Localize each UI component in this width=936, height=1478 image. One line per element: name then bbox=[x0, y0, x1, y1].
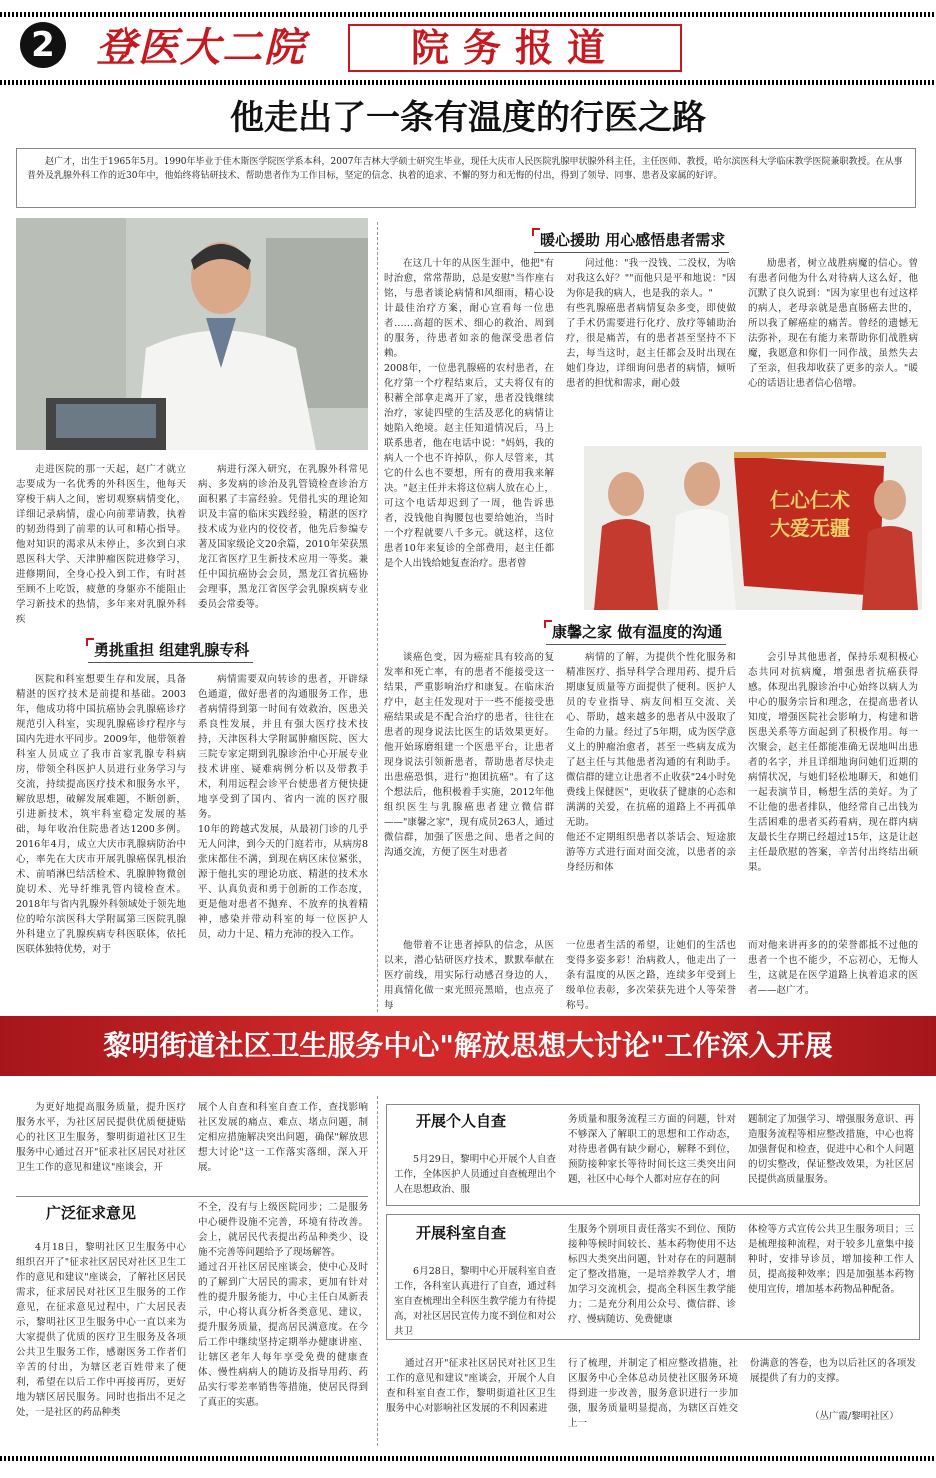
box3-column-2: 生服务个别项目责任落实不到位、预防接种等候时间较长、基本药物使用不达标四大类突出问题，针对存在的问题制定了整改措施，一是培养教学人才，增加学习交流机会，提高全科医生教学能力；二是充分利用公众号、微信群、诊疗、慢病随访、免费健康 bbox=[568, 1224, 736, 1325]
help-column-3: 励患者，树立战胜病魔的信心。曾有患者问他为什么对待病人这么好，他沉默了良久说到："因为家里也有过这样的病人，老母亲就是患直肠癌去世的，所以我了解癌症的痛苦。曾经的遗憾无法弥补，现在有能力来帮助你们战胜病魔，我愿意和你们一同作战，虽然失去了至亲，但我却收获了更多的亲人。"暖心的话语让患者信心倍增。 bbox=[748, 258, 918, 389]
doctor-portrait-photo bbox=[16, 218, 368, 450]
subhead-warm-help: 暖心援助 用心感悟患者需求 bbox=[534, 230, 729, 253]
bottom-stripe bbox=[0, 1456, 936, 1461]
a2-closing-column-1: 通过召开"征求社区居民对社区卫生工作的意见和建议"座谈会，开展个人自查和科室自查工作，黎明街道社区卫生服务中心对影响社区发展的不利因素进 bbox=[386, 1358, 556, 1414]
a2-closing-column-2: 行了梳理，并制定了相应整改措施，社区服务中心全体总动员使社区服务环境得到进一步改善，服务意识进行一步加强，服务质量明显提高，为辖区百姓交上一 bbox=[568, 1358, 738, 1429]
box1-title: 广泛征求意见 bbox=[46, 1204, 137, 1222]
intro-column-1: 走进医院的那一天起，赵广才就立志要成为一名优秀的外科医生，他每天穿梭于病人之间，密切观察病情变化，详细记录病情，虚心向前辈请教，执着的韧劲得到了前辈的认可和精心指导。他对知识的渴求从未停止，多次到白求恩医科大学、天津肿瘤医院进修学习，进修期间，全身心投入到工作，有时甚至顾不上吃饭，疲惫的身躯亦不能阻止学习新技术的热情，多年来对乳腺外科疾 bbox=[16, 464, 186, 625]
box2-title: 开展个人自查 bbox=[416, 1112, 507, 1130]
box1-column-1: 4月18日，黎明社区卫生服务中心组织召开了"征求社区居民对社区卫生工作的意见和建议"座谈会，了解社区居民需求，征求居民对社区卫生服务的工作意见，在征求意见过程中，广大居民表示，黎明社区卫生服务中心一直以来为大家提供了优质的医疗卫生服务及各项公共卫生服务工作，感谢医务工作者们辛苦的付出，为辖区老百姓带来了便利，希望在以后工作中再接再厉，更好地为辖区居民服务。同时也指出不足之处，一是社区的药品种类 bbox=[16, 1242, 186, 1418]
doctor-portrait-illustration bbox=[16, 218, 368, 450]
box2-column-1: 5月29日，黎明中心开展个人自查工作，全体医护人员通过自查梳理出个人在思想政治、服 bbox=[394, 1154, 556, 1195]
page-number: 2 bbox=[20, 22, 66, 68]
newspaper-logo: 登医大二院 bbox=[96, 24, 306, 71]
intro-column-2: 病进行深入研究，在乳腺外科常见病、多发病的诊治及乳管镜检查诊治方面积累了丰富经验。凭借扎实的理论知识及丰富的临床实践经验，精湛的医疗技术成为业内的佼佼者，他先后参编专著及国家级论文20余篇，2010年荣获黑龙江省医疗卫生新技术应用一等奖。兼任中国抗癌协会会员，黑龙江省抗癌协会理事，黑龙江省医学会乳腺疾病专业委员会常委等。 bbox=[198, 464, 368, 610]
specialty-column-2: 病情需要双向转诊的患者，开辟绿色通道，做好患者的沟通服务工作，患者病情得到第一时间有效救治，医患关系良性发展，并且有强大医疗技术技持，天津医科大学附属肿瘤医院、医大三院专家定期到乳腺诊治中心开展专业技术讲座、疑难病例分析以及带教手术，利用远程会诊平台使患者方便快捷地享受到了国内、省内一流的医疗服务。 10年的跨越式发展，从最初门诊的几乎无人问津，到今天的门庭若市，从病房8张床都住不满，到现在病区床位紧张，源于他扎实的理论功底、精湛的技术水平、认真负责和勇于创新的工作态度，更是他对患者不抛弃、不放弃的执着精神，感染并带动科室的每一位医护人员，动力十足、精力充沛的投入工作。 bbox=[198, 674, 368, 940]
column-divider-lower bbox=[377, 1096, 378, 1446]
help-column-1: 在这几十年的从医生涯中，他把"有时治愈，常常帮助，总是安慰"当作座右铭，与患者谈论病情和风细雨，精心设计最佳治疗方案，耐心宣看每一位患者……高超的医术、细心的救治、周到的服务，待患者如亲的他深受患者信赖。 2008年，一位患乳腺癌的农村患者，在化疗第一个疗程结束后，丈夫将仅有的积蓄全部拿走离开了家，患者没钱继续治疗，家徒四壁的生活及恶化的病情让她陷入绝境。赵主任知道情况后，马上联系患者，他在电话中说："妈妈，我的病人一个也不许掉队，你人尽管来，其它的什么也不要想，所有的费用我来解决。"赵主任并未将这位病人放在心上，可这个电话却迟到了一周，他告诉患者，没钱他自掏腰包也要给她治，当时一个疗程就要八千多元。就这样，这位患者10年来复诊的全部费用，赵主任都是个人出钱给她复查治疗。患者曾 bbox=[384, 258, 554, 569]
kangxin-column-3: 会引导其他患者，保持乐观积极心态共同对抗病魔，增强患者抗癌获得感。体现出乳腺诊治中心始终以病人为中心的服务宗旨和理念，在提高患者认知度，增强医院社会影响力，构建和谐医患关系等方面起到了积极作用。每一次聚会，赵主任都能准确无误地叫出患者的名字，并且详细地询问她们近期的病情状况，与她们轻松地聊天，和她们一起表演节目，畅想生活的美好。为了不让他的患者排队，他经常自己出钱为生活困难的患者买药看病，现在群内病友最长生存期已经超过15年，这是让赵主任最欣慰的答案，辛苦付出终结出硕果。 bbox=[748, 652, 918, 873]
article-lead: 赵广才，出生于1965年5月。1990年毕业于佳木斯医学院医学系本科，2007年吉林大学硕士研究生毕业，现任大庆市人民医院乳腺甲状腺外科主任，主任医师、教授，哈尔滨医科大学临床教学医院兼职教授。在从事普外及乳腺外科工作的近30年中，他始终将钻研技术、帮助患者作为工作目标，坚定的信念、执着的追求、不懈的努力和无悔的付出，得到了领导、同事、患者及家属的好评。 bbox=[16, 148, 916, 208]
subhead-kangxin-home: 康馨之家 做有温度的沟通 bbox=[546, 622, 726, 645]
closing-column-3: 而对他来讲再多的的荣誉都抵不过他的患者一个也不能少，不忘初心，无悔人生，这就是在医学道路上执着追求的医者——赵广才。 bbox=[748, 940, 918, 996]
kangxin-column-2: 病情的了解，为提供个性化服务和精准医疗、指导科学合理用药、提升后期康复质量等方面提供了便利。医护人员的专业指导、病友间相互交流、关心、帮助，越来越多的患者从中汲取了生命的力量。经过了5年期，成为医学意义上的肿瘤治愈者，甚至一些病友成为了赵主任与其他患者沟通的有利助手。微信群的建立让患者不止收获"24小时免费线上保健医"，更收获了健康的心态和满满的关爱，在抗癌的道路上不再孤单无助。 他还不定期组织患者以茶话会、短途旅游等方式进行面对面交流，以患者的亲身经历和体 bbox=[566, 652, 736, 873]
banner-inscription: 仁心仁术 大爱无疆 bbox=[770, 488, 850, 540]
masthead-stripe bbox=[0, 80, 936, 85]
box3-column-1: 6月28日，黎明中心开展科室自查工作，各科室认真进行了自查，通过科室自查梳理出全科医生教学能力有待提高，对社区居民宣传力度不到位和对公共卫 bbox=[394, 1266, 556, 1336]
section-title: 院务报道 bbox=[348, 24, 682, 72]
group-photo bbox=[584, 446, 922, 610]
closing-column-2: 一位患者生活的希望，让她们的生活也变得多姿多彩！治病救人，他走出了一条有温度的从医之路，连续多年受到上级单位表彰，多次荣获先进个人等荣誉称号。 bbox=[566, 940, 736, 1011]
closing-column-1: 他带着不让患者掉队的信念，从医以来，潜心钻研医疗技术，默默奉献在医疗前线，用实际行动感召身边的人，用真情化做一束光照亮黑暗，也点亮了每 bbox=[384, 940, 554, 1011]
kangxin-column-1: 谈癌色变，因为癌症具有较高的复发率和死亡率，有的患者不能接受这一结果，严重影响治疗和康复。在临床治疗中，赵主任发现对于一些不能接受患癌结果或是不配合治疗的患者，往往在患者的现身说法比医生的话效果更好。他开始琢磨组建一个医患平台，让患者现身说法引领新患者，帮助患者尽快走出患癌恐惧，进行"抱团抗癌"。有了这个想法后，他积极着手实施，2012年他组织医生与乳腺癌患者建立微信群——"康馨之家"，现有成员263人，通过微信群，加强了医患之间、患者之间的沟通交流，方便了医生对患者 bbox=[384, 652, 554, 858]
top-stripe bbox=[0, 12, 936, 17]
a2-intro-column-2: 展个人自查和科室自查工作，查找影响社区发展的痛点、难点、堵点问题，制定相应措施解决突出问题，确保"解放思想大讨论"这一工作落实落细，深入开展。 bbox=[198, 1102, 368, 1173]
box3-column-3: 体检等方式宣传公共卫生服务项目；三是梳理接种流程，对于较多儿童集中接种时，安排导诊员，增加接种工作人员，提高接种效率；四是加强基本药物使用宣传，增加基本药物品种配备。 bbox=[748, 1224, 914, 1295]
box1-column-2: 不全，没有与上级医院同步；二是服务中心硬件设施不完善，环境有待改善。会上，就居民代表提出药品种类少、设施不完善等问题给予了现场解答。 通过召开社区居民座谈会，使中心及时的了解到广大居民的需求，更加有针对性的提升服务能力，中心主任白凤新表示，中心将认真分析各类意见、建议，提升服务质量，提高居民满意度。在今后工作中继续坚持定期举办健康讲座、让辖区老年人每年享受免费的健康查体、慢性病病人的随访及指导用药、药品实行零差率销售等措施，使居民得到了真正的实惠。 bbox=[198, 1202, 368, 1408]
specialty-column-1: 医院和科室想要生存和发展，具备精湛的医疗技术是前提和基础。2003年，他成功将中国抗癌协会乳腺癌诊疗规范引入科室，实现乳腺癌诊疗程序与国内先进水平同步。2009年，他带领着科室人员成立了我市首家乳腺专科病房，带领全科医护人员进行业务学习与交流，持续提高医疗技术和服务水平，解放思想，破解发展难题，不断创新，引进新技术，筑牢科室稳定发展的基础，每年收治住院患者达1200多例。2016年4月，成立大庆市乳腺病防治中心，率先在大庆市开展乳腺癌保乳根治术、前哨淋巴结活检术、乳腺肿物微创旋切术、光导纤维乳管内镜检查术。2018年与省内乳腺外科领域处于领先地位的哈尔滨医科大学附属第三医院乳腺外科建立了乳腺疾病专科医联体，依托医联体独特优势，对于 bbox=[16, 674, 186, 955]
help-column-2: 问过他："我一没钱、二没权，为啥对我这么好？""而他只是平和地说："因为你是我的病人，也是我的亲人。" 有些乳腺癌患者病情复杂多变，即使做了手术仍需要进行化疗、放疗等辅助治疗，很是痛苦，有的患者甚至坚持不下去，每当这时，赵主任都会及时出现在她们身边，详细询问患者的病情，倾听患者的担忧和需求，耐心鼓 bbox=[566, 258, 736, 389]
box2-column-2: 务质量和服务流程三方面的问题，针对不够深入了解职工的思想和工作动态，对待患者偶有缺少耐心，解释不到位，预防接种家长等待时间长这三类突出问题，社区中心每个人都对应存在的问 bbox=[568, 1114, 736, 1185]
a2-closing-column-3: 份满意的答卷，也为以后社区的各项发展提供了有力的支撑。 bbox=[750, 1358, 916, 1384]
article2-headline: 黎明街道社区卫生服务中心"解放思想大讨论"工作深入开展 bbox=[103, 1029, 833, 1062]
box3-title: 开展科室自查 bbox=[416, 1224, 507, 1242]
subhead-specialty: 勇挑重担 组建乳腺专科 bbox=[88, 640, 253, 663]
article-headline: 他走出了一条有温度的行医之路 bbox=[230, 98, 706, 138]
article2-credit: （丛广霞/黎明社区） bbox=[810, 1411, 899, 1422]
column-divider bbox=[377, 222, 378, 1012]
box2-column-3: 题制定了加强学习、增强服务意识、再造服务流程等相应整改措施，中心也将加强督促和检查，促进中心和个人问题的切实整改，保证整改效果，为社区居民提供高质量服务。 bbox=[748, 1114, 914, 1185]
group-photo-illustration bbox=[584, 446, 922, 610]
a2-intro-column-1: 为更好地提高服务质量，提升医疗服务水平，为社区居民提供优质便捷贴心的社区卫生服务，黎明街道社区卫生服务中心通过召开"征求社区居民对社区卫生工作的意见和建议"座谈会，开 bbox=[16, 1102, 186, 1173]
